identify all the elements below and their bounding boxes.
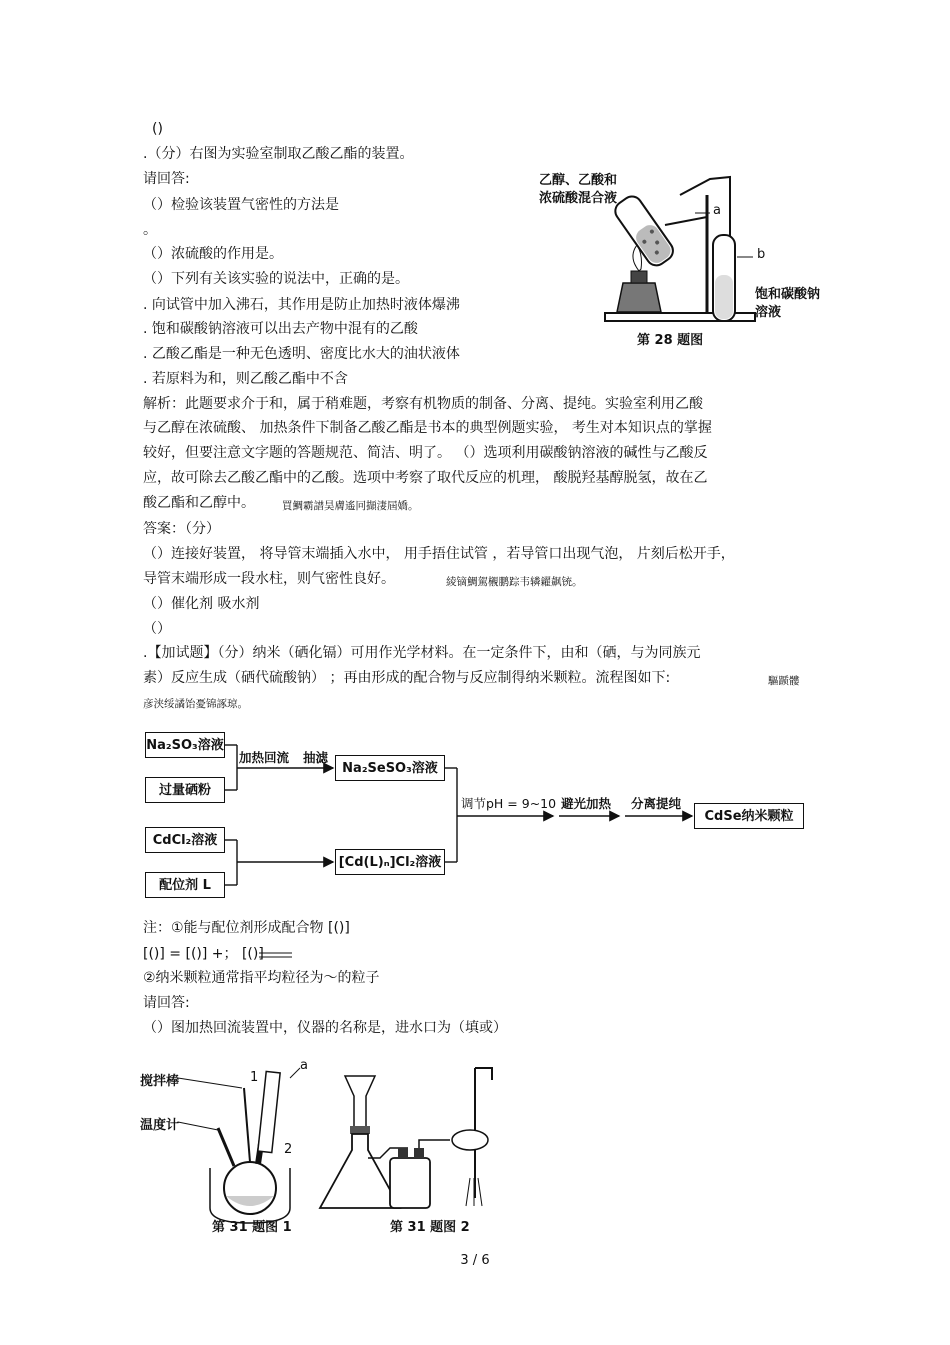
note-line: 注：①能与配位剂形成配合物 [()] bbox=[143, 920, 350, 936]
flow-step-heat: 避光加热 bbox=[561, 796, 612, 811]
text-line: （）下列有关该实验的说法中，正确的是。 bbox=[143, 271, 409, 287]
text-line: 请回答: bbox=[143, 995, 190, 1011]
text-line: （）浓硫酸的作用是。 bbox=[143, 246, 283, 262]
flow-step-filter: 抽滤 bbox=[303, 750, 329, 765]
answer-line: （）催化剂 吸水剂 bbox=[143, 596, 260, 612]
flow-step-ph: 调节pH = 9~10 bbox=[461, 796, 557, 811]
figure-label-b: b bbox=[757, 247, 766, 262]
answer-line: 导管末端形成一段水柱，则气密性良好。 bbox=[143, 571, 395, 587]
analysis-line: 较好，但要注意文字题的答题规范、简洁、明了。 （）选项利用碳酸钠溶液的碱性与乙酸反 bbox=[143, 445, 708, 461]
analysis-line: 解析：此题要求介于和，属于稍难题，考察有机物质的制备、分离、提纯。实验室利用乙酸 bbox=[143, 396, 703, 412]
note-line: [()] = [()] +； [()] bbox=[143, 946, 264, 962]
flow-box-ligand: 配位剂 L bbox=[145, 872, 225, 898]
text-line: （）检验该装置气密性的方法是 bbox=[143, 197, 339, 213]
equilibrium-arrow bbox=[258, 950, 294, 960]
option-line: . 乙酸乙酯是一种无色透明、密度比水大的油状液体 bbox=[143, 346, 460, 362]
figure-label: 浓硫酸混合液 bbox=[539, 191, 618, 206]
option-line: . 向试管中加入沸石，其作用是防止加热时液体爆沸 bbox=[143, 297, 460, 313]
figure-label: 乙醇、乙酸和 bbox=[539, 173, 618, 188]
answer-heading: 答案：（分） bbox=[143, 521, 220, 537]
question-28-stem: .（分）右图为实验室制取乙酸乙酯的装置。 bbox=[143, 146, 414, 162]
flow-box-selenium: 过量硒粉 bbox=[145, 777, 225, 803]
flow-step-reflux: 加热回流 bbox=[239, 750, 290, 765]
figure-28 bbox=[525, 165, 845, 355]
figure-caption: 第 28 题图 bbox=[637, 333, 704, 348]
analysis-line: 酸乙酯和乙醇中。 bbox=[143, 495, 255, 511]
figure-caption: 第 31 题图 1 bbox=[212, 1220, 292, 1235]
label-1: 1 bbox=[250, 1070, 259, 1085]
flow-step-separate: 分离提纯 bbox=[631, 796, 682, 811]
text-line: 。 bbox=[143, 222, 157, 238]
flow-box-cdse: CdSe纳米颗粒 bbox=[694, 803, 804, 829]
question-31-stem: .【加试题】（分）纳米（硒化镉）可用作光学材料。在一定条件下，由和（硒，与为同族元 bbox=[143, 645, 701, 661]
garbled-text: 彦浃绥譎饴憂锦諑琼。 bbox=[143, 698, 248, 710]
figure-caption: 第 31 题图 2 bbox=[390, 1220, 470, 1235]
flow-diagram bbox=[145, 728, 810, 900]
text-line: （）图加热回流装置中，仪器的名称是，进水口为（填或） bbox=[143, 1020, 507, 1036]
analysis-line: 应，故可除去乙酸乙酯中的乙酸。选项中考察了取代反应的机理， 酸脱羟基醇脱氢，故在乙 bbox=[143, 470, 708, 486]
figure-label: 溶液 bbox=[755, 305, 782, 320]
figure-label: 饱和碳酸钠 bbox=[755, 287, 821, 302]
text-line: 请回答: bbox=[143, 171, 190, 187]
flow-box-cd-complex: [Cd(L)ₙ]Cl₂溶液 bbox=[335, 849, 445, 875]
answer-line: （） bbox=[143, 621, 171, 637]
apparatus-drawing-31 bbox=[140, 1058, 540, 1238]
text-line: () bbox=[152, 121, 163, 137]
flow-box-na2so3: Na₂SO₃溶液 bbox=[145, 732, 225, 758]
note-line: ②纳米颗粒通常指平均粒径为～的粒子 bbox=[143, 970, 380, 986]
garbled-text: 綾镝鯛駕櫬鹏踪韦辚糴飙铳。 bbox=[446, 576, 583, 588]
figure-label-a: a bbox=[713, 203, 721, 218]
label-thermometer: 温度计 bbox=[140, 1118, 180, 1133]
label-2: 2 bbox=[284, 1142, 293, 1157]
answer-line: （）连接好装置， 将导管末端插入水中， 用手捂住试管 ，若导管口出现气泡， 片刻后松开手， bbox=[143, 546, 735, 562]
analysis-line: 与乙醇在浓硫酸、 加热条件下制备乙酸乙酯是书本的典型例题实验， 考生对本知识点的掌握 bbox=[143, 420, 712, 436]
flow-box-cdcl2: CdCl₂溶液 bbox=[145, 827, 225, 853]
garbled-text: 買鯛霸譜昊膚遙冋擷淒屆嬌。 bbox=[282, 500, 419, 512]
label-stir-rod: 搅拌棒 bbox=[140, 1074, 180, 1089]
flow-box-na2seso3: Na₂SeSO₃溶液 bbox=[335, 755, 445, 781]
page-number: 3 / 6 bbox=[460, 1253, 490, 1268]
question-31-stem: 素）反应生成（硒代硫酸钠） ；再由形成的配合物与反应制得纳米颗粒。流程图如下: bbox=[143, 670, 671, 686]
option-line: . 饱和碳酸钠溶液可以出去产物中混有的乙酸 bbox=[143, 321, 418, 337]
figure-31 bbox=[140, 1058, 540, 1238]
label-a: a bbox=[300, 1058, 308, 1073]
garbled-text: 驅踬髏 bbox=[768, 675, 800, 687]
option-line: . 若原料为和，则乙酸乙酯中不含 bbox=[143, 371, 348, 387]
